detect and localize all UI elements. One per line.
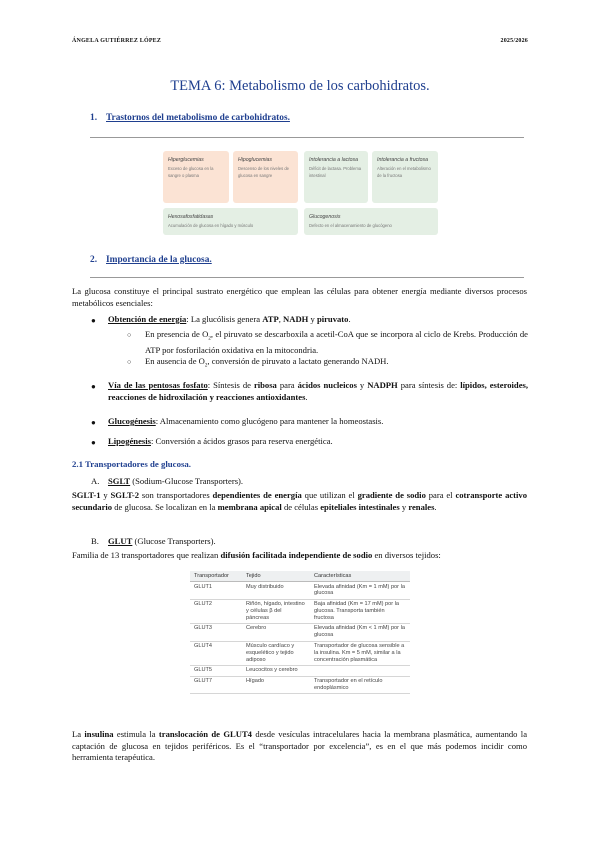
insulina-paragraph <box>72 729 527 764</box>
piruvato-term: piruvato <box>316 314 349 324</box>
card-desc: Descenso de los niveles de glucosa en sangre <box>238 166 289 178</box>
sglt-text: de glucosa. Se localizan en la <box>112 501 218 512</box>
table-cell: GLUT1 <box>190 582 242 600</box>
section-2-number: 2. <box>90 255 98 265</box>
card-hiperglucemias <box>163 151 229 203</box>
card-intolerancia-fructosa <box>372 151 438 203</box>
letter-a: A. <box>91 476 100 486</box>
section-2-title: Importancia de la glucosa. <box>106 255 212 265</box>
sglt1-term: SGLT-1 <box>72 490 101 500</box>
table-cell: Músculo cardíaco y esquelético y tejido adiposo <box>242 641 310 665</box>
renales-term: renales <box>408 501 435 512</box>
glut-text: Familia de 13 transportadores que realizan <box>72 550 221 560</box>
pentosas-label: Vía de las pentosas fosfato <box>108 380 208 390</box>
card-hexosafosfatidasas <box>163 208 298 235</box>
card-desc: Acumulación de glucosa en hígado y músculo <box>168 223 254 228</box>
glucogenesis-text: : Almacenamiento como glucógeno para mantener la homeostasis. <box>155 416 384 426</box>
pentosas-item <box>108 380 528 403</box>
pentosas-text: . <box>305 391 308 402</box>
energy-sep: . <box>348 314 351 324</box>
energy-aerobic <box>145 329 528 357</box>
bullet-dot: ● <box>91 382 96 391</box>
table-header: Transportador <box>190 571 242 582</box>
table-cell: Baja afinidad (Km = 17 mM) por la glucosa. Transporta también fructosa <box>310 599 410 623</box>
table-row <box>190 623 410 641</box>
table-cell: GLUT7 <box>190 676 242 694</box>
insulina-text: desde vesículas intracelulares hacia la membrana plasmática, aumentando la captación de glucosa en tejidos periféricos. Es el “transportador por excelencia”, es en el que más podemos incidir como herramienta terapéutica. <box>72 729 528 763</box>
gradiente-term: gradiente de sodio <box>357 490 426 500</box>
table-row <box>190 641 410 665</box>
sglt-text: y <box>399 501 409 512</box>
nadph-term: NADPH <box>367 380 398 390</box>
section-1-heading <box>90 113 290 123</box>
translocacion-term: translocación de GLUT4 <box>158 729 252 739</box>
table-row <box>190 665 410 676</box>
sglt-text: que utilizan el <box>301 490 358 500</box>
card-desc: Déficit de lactasa. Problema intestinal <box>309 166 362 178</box>
acidos-term: ácidos nucleicos <box>297 380 357 390</box>
subbullet-circle: ○ <box>127 358 132 366</box>
aerobic-text-rest: , el piruvato se descarboxila a acetil-CoA que se incorpora al ciclo de Krebs. Producción de ATP por fosforilación oxidativa en la mitocondria. <box>145 329 528 356</box>
membrana-term: membrana apical <box>217 501 282 512</box>
card-hipoglucemias <box>233 151 298 203</box>
atp-term: ATP <box>262 314 279 324</box>
card-title: Intolerancia a lactosa <box>309 157 359 163</box>
sglt2-term: SGLT-2 <box>110 490 140 500</box>
card-title: Intolerancia a fructosa <box>377 157 429 163</box>
table-cell: Riñón, hígado, intestino y células β del páncreas <box>242 599 310 623</box>
card-glucogenosis <box>304 208 438 235</box>
table-cell: Elevada afinidad (Km < 1 mM) por la glucosa <box>310 623 410 641</box>
pentosas-text: para síntesis de: <box>397 380 461 390</box>
table-cell: Transportador en el retículo endoplásmico <box>310 676 410 694</box>
table-cell: GLUT3 <box>190 623 242 641</box>
bullet-dot: ● <box>91 316 96 325</box>
sglt-text: . <box>434 501 437 512</box>
energy-label: Obtención de energía <box>108 314 187 324</box>
energy-anaerobic <box>145 356 528 372</box>
epiteliales-term: epiteliales intestinales <box>320 501 400 512</box>
sglt-text: son transportadores <box>139 490 213 500</box>
glucose-intro: La glucosa constituye el principal sustrato energético que emplean las células para obtener energía mediante diversos procesos metabólicos esenciales: <box>72 286 527 308</box>
glut-item <box>91 536 216 548</box>
card-title: Hipoglucemias <box>238 157 273 163</box>
table-cell: Muy distribuido <box>242 582 310 600</box>
energy-item <box>108 314 528 326</box>
pentosas-text: y <box>356 380 368 390</box>
table-cell: Leucocitos y cerebro <box>242 665 310 676</box>
table-header: Tejido <box>242 571 310 582</box>
table-cell: GLUT5 <box>190 665 242 676</box>
page-title: TEMA 6: Metabolismo de los carbohidratos. <box>170 78 430 94</box>
table-cell: Hígado <box>242 676 310 694</box>
subbullet-circle: ○ <box>127 331 132 339</box>
card-title: Hexosafosfatidasas <box>168 214 214 220</box>
table-cell: GLUT2 <box>190 599 242 623</box>
glucogenesis-item <box>108 416 528 428</box>
lipogenesis-item <box>108 436 528 448</box>
ribosa-term: ribosa <box>253 380 277 390</box>
card-title: Hiperglucemias <box>168 157 204 163</box>
insulina-term: insulina <box>84 729 114 739</box>
insulina-text: La <box>72 729 85 739</box>
sglt-desc: (Sodium-Glucose Transporters). <box>130 476 244 486</box>
sglt-text: y <box>100 490 111 500</box>
cotransporte-term: cotransporte activo secundario <box>72 490 528 512</box>
section-1-number: 1. <box>90 113 98 123</box>
pentosas-text: para <box>276 380 298 390</box>
table-cell: Elevada afinidad (Km = 1 mM) por la glucosa <box>310 582 410 600</box>
bullet-dot: ● <box>91 418 96 427</box>
section-2-heading <box>90 255 212 265</box>
o2-subscript: 2 <box>204 363 208 369</box>
header-year: 2025/2026 <box>500 38 528 44</box>
glut-table <box>190 571 410 694</box>
letter-b: B. <box>91 536 99 546</box>
table-cell <box>310 665 410 676</box>
sglt-text: para el <box>425 490 456 500</box>
energy-sep: , <box>278 314 284 324</box>
aerobic-text: En presencia de O <box>145 329 209 339</box>
sglt-label: SGLT <box>108 476 131 486</box>
lipogenesis-text: : Conversión a ácidos grasos para reserva energética. <box>150 436 333 446</box>
card-desc: Alteración en el metabolismo de la fructosa <box>377 166 431 178</box>
nadh-term: NADH <box>283 314 309 324</box>
anaerobic-text: En ausencia de O <box>145 356 205 366</box>
sglt-text: de células <box>281 501 321 512</box>
section-2-rule <box>90 277 524 278</box>
insulina-text: estimula la <box>113 729 159 739</box>
glut-label: GLUT <box>108 536 133 546</box>
glut-desc: (Glucose Transporters). <box>132 536 216 546</box>
table-cell: GLUT4 <box>190 641 242 665</box>
difusion-term: difusión facilitada independiente de sodio <box>220 550 373 560</box>
section-1-rule <box>90 137 524 138</box>
pentosas-text: : Síntesis de <box>207 380 254 390</box>
card-desc: Defecto en el almacenamiento de glucógeno <box>309 223 392 228</box>
glucogenesis-label: Glucogénesis <box>108 416 156 426</box>
sglt-item <box>91 476 243 488</box>
table-header: Características <box>310 571 410 582</box>
dependientes-term: dependientes de energía <box>212 490 302 500</box>
table-cell: Transportador de glucosa sensible a la insulina. Km = 5 mM, similar a la concentración plasmática <box>310 641 410 665</box>
card-desc: Exceso de glucosa en la sangre o plasma <box>168 166 214 178</box>
lipogenesis-label: Lipogénesis <box>108 436 151 446</box>
card-title: Glucogenosis <box>309 214 341 220</box>
energy-text: : La glucólisis genera <box>186 314 263 324</box>
sglt-paragraph <box>72 490 527 513</box>
header-author: ÁNGELA GUTIÉRREZ LÓPEZ <box>72 38 162 44</box>
section-2-1-heading: 2.1 Transportadores de glucosa. <box>72 459 192 469</box>
o2-subscript: 2 <box>208 336 211 342</box>
section-1-title: Trastornos del metabolismo de carbohidratos. <box>106 113 290 123</box>
table-row <box>190 676 410 694</box>
glut-paragraph <box>72 550 527 562</box>
glut-text: en diversos tejidos: <box>372 550 441 560</box>
energy-sep: y <box>308 314 317 324</box>
card-intolerancia-lactosa <box>304 151 368 203</box>
lipidos-term: lípidos, esteroides, reacciones de hidroxilación y reacciones antioxidantes <box>108 380 529 402</box>
anaerobic-text-rest: , conversión de piruvato a lactato generando NADH. <box>207 356 389 366</box>
table-header-row <box>190 571 410 582</box>
table-row <box>190 599 410 623</box>
bullet-dot: ● <box>91 438 96 447</box>
table-cell: Cerebro <box>242 623 310 641</box>
table-row <box>190 582 410 600</box>
